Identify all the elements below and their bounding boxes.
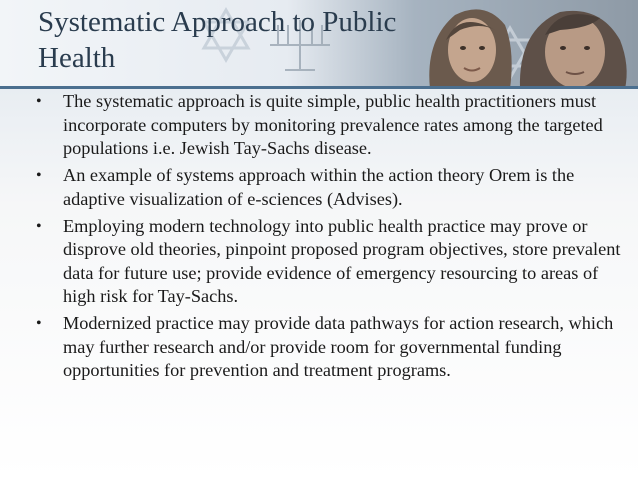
bullet-marker: • bbox=[36, 93, 42, 110]
bullet-text: An example of systems approach within the action theory Orem is the adaptive visualization of e-sciences (Advises). bbox=[63, 165, 575, 209]
bullet-text: Modernized practice may provide data pathways for action research, which may further research and/or provide room for governmental funding opportunities for prevention and treatment programs. bbox=[63, 313, 614, 380]
bullet-text: Employing modern technology into public health practice may prove or disprove old theories, pinpoint proposed program objectives, store prevalent data for future use; provide evidence of emergency resourcing to areas of high risk for Tay-Sachs. bbox=[63, 215, 621, 306]
bullet-list bbox=[36, 90, 621, 386]
bullet-marker: • bbox=[36, 167, 42, 184]
bullet-marker: • bbox=[36, 315, 42, 332]
bullet-item bbox=[36, 164, 621, 211]
man-portrait-image bbox=[520, 11, 627, 89]
bullet-item bbox=[36, 215, 621, 309]
bullet-text: The systematic approach is quite simple, public health practitioners must incorporate computers by monitoring prevalence rates among the targeted populations i.e. Jewish Tay-Sachs disease. bbox=[63, 91, 603, 158]
slide-title: Systematic Approach to Public Health bbox=[38, 6, 397, 74]
bullet-item bbox=[36, 312, 621, 383]
bullet-marker: • bbox=[36, 217, 42, 235]
bullet-item bbox=[36, 90, 621, 161]
